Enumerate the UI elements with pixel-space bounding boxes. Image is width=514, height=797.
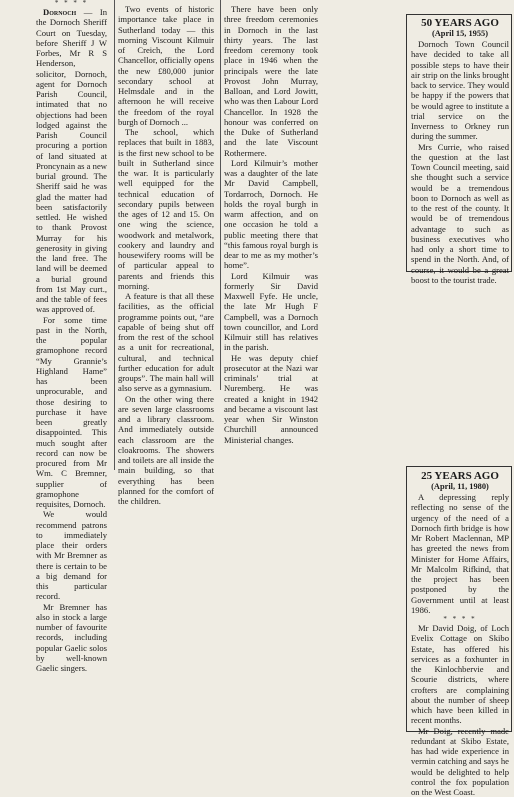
section-date: (April 15, 1955) — [411, 29, 509, 39]
column-3 — [224, 4, 318, 445]
paragraph: He was deputy chief prosecutor at the Nazi war criminals’ trial at Nuremberg. He was created a knight in 1942 and became a viscount last year when Sir Winston Churchill announced Ministerial changes. — [224, 353, 318, 445]
paragraph: Dornoch Town Council have decided to take all possible steps to have their air strip on the links brought back to service. They would be happy if the powers that be would agree to institute a trial service on the Inverness to Orkney run during the summer. — [411, 39, 509, 142]
paragraph: Mr Bremner has also in stock a large number of favourite records, including popular Gaelic solos by well-known Gaelic singers. — [36, 602, 107, 674]
paragraph: Lord Kilmuir was formerly Sir David Maxwell Fyfe. He uncle, the late Mr Hugh F Campbell, was a Dornoch town councillor, and Lord Kilmuir still has relatives in the parish. — [224, 271, 318, 353]
separator-stars: * * * * — [36, 0, 107, 7]
paragraph: Mr David Doig, of Loch Evelix Cottage on Skibo Estate, has offered his services as a foxhunter in the Kinlochbervie and Scourie districts, where crofters are complaining about the number of sheep which have been killed in recent months. — [411, 623, 509, 726]
paragraph: Mr Doig, recently made redundant at Skibo Estate, has had wide experience in vermin catching and says he would be delighted to help control the fox population on the West Coast. — [411, 726, 509, 797]
section-heading: 50 YEARS AGO — [411, 17, 509, 29]
column-rule — [114, 0, 115, 470]
column-2 — [118, 4, 214, 506]
dateline-place: Dornoch — [43, 7, 76, 17]
paragraph: Dornoch — In the Dornoch Sheriff Court on Tuesday, before Sheriff J W Forbes, Mr R S Henderson, solicitor, Dornoch, agent for Dornoch Parish Council, intimated that no objections had been lodged against the Parish Council procuring a portion of land situated at Proncynain as a new burial ground. The Sheriff said he was glad the matter had been satisfactorily settled. He wished to thank Provost Murray for his generosity in giving the land free. The land will be deemed a burial ground from 1st May curt., and the table of fees was approved of. — [36, 7, 107, 315]
paragraph: We would recommend patrons to immediately place their orders with Mr Bremner as there is certain to be a big demand for this particular record. — [36, 509, 107, 601]
paragraph: A depressing reply reflecting no sense of the urgency of the need of a Dornoch firth bridge is how Mr Robert Maclennan, MP has greeted the news from Minister for Home Affairs, Mr Malcolm Rifkind, that the project has been postponed by the Government until at least 1986. — [411, 492, 509, 615]
paragraph: The school, which replaces that built in 1883, is the first new school to be built in Sutherland since the war. It is particularly well equipped for the technical education of secondary pupils between the ages of 12 and 15. On one wing the science, woodwork and metalwork, cookery and laundry and housewifery rooms will be of particular appeal to parents and friends this morning. — [118, 127, 214, 291]
column-rule — [220, 0, 221, 390]
section-date: (April, 11, 1980) — [411, 482, 509, 492]
column-4b — [411, 470, 509, 797]
paragraph: Mrs Currie, who raised the question at the last Town Council meeting, said she thought such a service would be a tremendous boon to Dornoch as well as to the rest of the county. It would be of tremendous advantage to such as business executives who had only a short time to spend in the North. And, of course, it would be a great boost to the tourist trade. — [411, 142, 509, 286]
paragraph: A feature is that all these facilities, as the official programme points out, “are capable of being shut off from the rest of the school as a unit for recreational, cultural, and technical further education for adult groups”. The main hall will also serve as a gymnasium. — [118, 291, 214, 394]
section-heading: 25 YEARS AGO — [411, 470, 509, 482]
paragraph: There have been only three freedom ceremonies in Dornoch in the last thirty years. The last freedom ceremony took place in 1946 when the principals were the late Provost John Murray, Balloan, and Lord Jowitt, who was then Labour Lord Chancellor. In 1928 the honour was conferred on the Duke of Sutherland and the late Viscount Rothermere. — [224, 4, 318, 158]
paragraph: On the other wing there are seven large classrooms and a library classroom. And immediately outside each classroom are the cloakrooms. The showers and toilets are all inside the main building, so that everything has been planned for the comfort of the children. — [118, 394, 214, 507]
column-4a — [411, 17, 509, 285]
paragraph: Lord Kilmuir’s mother was a daughter of the late Mr David Campbell, Tordarroch, Dornoch. He holds the royal burgh in warm affection, and on one occasion he told a public meeting there that “this famous royal burgh is dear to me as my mother’s home”. — [224, 158, 318, 271]
column-1 — [36, 0, 107, 673]
paragraph: Two events of historic importance take place in Sutherland today — this morning Viscount Kilmuir of Creich, the Lord Chancellor, officially opens the new £80,000 junior secondary school at Helmsdale and in the afternoon he will receive the freedom of the royal burgh of Dornoch ... — [118, 4, 214, 127]
separator-stars: * * * * — [411, 615, 509, 623]
paragraph: For some time past in the North, the popular gramophone record “My Grannie’s Highland Hame” has been unprocurable, and those desiring to purchase it have been greatly disappointed. This much sought after record can now be procured from Mr Wm. C Bremner, supplier of gramophone requisites, Dornoch. — [36, 315, 107, 510]
